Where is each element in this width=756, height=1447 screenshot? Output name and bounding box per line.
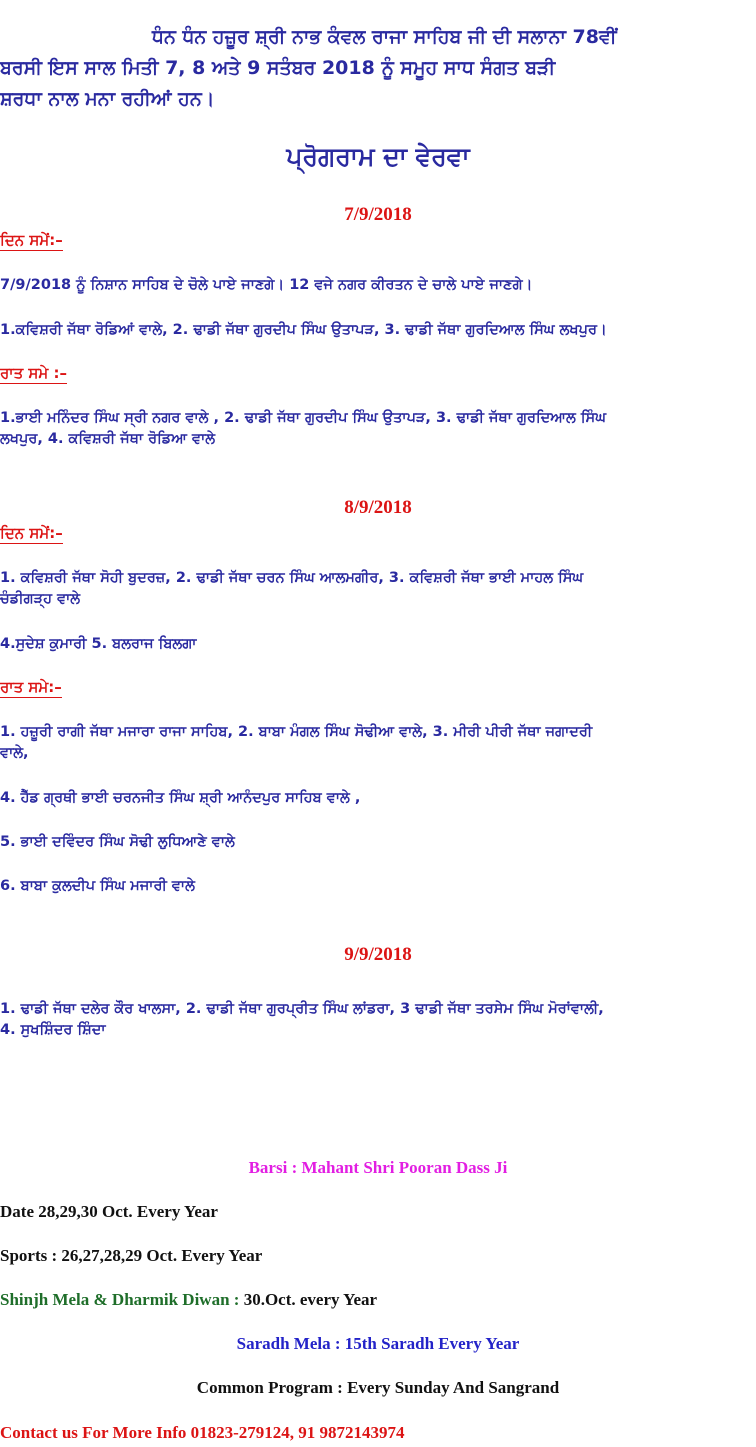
day2-night-item-3: 5. ਭਾਈ ਦਵਿੰਦਰ ਸਿੰਘ ਸੋਢੀ ਲੁਧਿਆਣੇ ਵਾਲੇ — [0, 834, 235, 850]
day1-day-label: ਦਿਨ ਸਮੇਂ:– — [0, 231, 63, 249]
day2-day-items-extra: 4.ਸੁਦੇਸ਼ ਕੁਮਾਰੀ 5. ਬਲਰਾਜ ਬਿਲਗਾ — [0, 636, 197, 652]
day3-items: 1. ਢਾਡੀ ਜੱਥਾ ਦਲੇਰ ਕੌਰ ਖਾਲਸਾ, 2. ਢਾਡੀ ਜੱਥਾ ਗੁਰਪ੍ਰੀਤ ਸਿੰਘ ਲਾਂਡਰਾ, 3 ਢਾਡੀ ਜੱਥਾ ਤਰਸੇਮ ਸਿੰਘ ਮੋਰਾਂਵਾਲੀ, 4. ਸੁਖਸ਼ਿੰਦਰ ਸ਼ਿੰਦਾ — [0, 1001, 604, 1038]
intro-line-3: ਸ਼ਰਧਾ ਨਾਲ ਮਨਾ ਰਹੀਆਂ ਹਨ। — [0, 88, 215, 110]
day2-night-item-4: 6. ਬਾਬਾ ਕੁਲਦੀਪ ਸਿੰਘ ਮਜਾਰੀ ਵਾਲੇ — [0, 878, 195, 894]
day2-night-item-1: 1. ਹਜ਼ੂਰੀ ਰਾਗੀ ਜੱਥਾ ਮਜਾਰਾ ਰਾਜਾ ਸਾਹਿਬ, 2. ਬਾਬਾ ਮੰਗਲ ਸਿੰਘ ਸੋਢੀਆ ਵਾਲੇ, 3. ਮੀਰੀ ਪੀਰੀ ਜੱਥਾ ਜਗਾਦਰੀ ਵਾਲੇ, — [0, 724, 593, 761]
day2-night-label: ਰਾਤ ਸਮੇ:– — [0, 678, 62, 696]
sports-line: Sports : 26,27,28,29 Oct. Every Year — [0, 1246, 263, 1265]
program-title: ਪ੍ਰੋਗਰਾਮ ਦਾ ਵੇਰਵਾ — [286, 142, 470, 171]
day2-date: 8/9/2018 — [344, 497, 412, 518]
day1-day-items: 1.ਕਵਿਸ਼ਰੀ ਜੱਥਾ ਰੋਡਿਆਂ ਵਾਲੇ, 2. ਢਾਡੀ ਜੱਥਾ ਗੁਰਦੀਪ ਸਿੰਘ ਉਤਾਪੜ, 3. ਢਾਡੀ ਜੱਥਾ ਗੁਰਦਿਆਲ ਸਿੰਘ ਲਖਪੁਰ। — [0, 322, 607, 338]
intro-line-2: ਬਰਸੀ ਇਸ ਸਾਲ ਮਿਤੀ 7, 8 ਅਤੇ 9 ਸਤੰਬਰ 2018 ਨੂੰ ਸਮੂਹ ਸਾਧ ਸੰਗਤ ਬੜੀ — [0, 57, 556, 79]
shinjh-mela-line — [0, 1290, 756, 1310]
intro-paragraph — [0, 22, 756, 115]
barsi-line: Barsi : Mahant Shri Pooran Dass Ji — [248, 1158, 508, 1177]
common-program-line: Common Program : Every Sunday And Sangrand — [196, 1378, 560, 1397]
intro-line-1: ਧੰਨ ਧੰਨ ਹਜ਼ੂਰ ਸ਼੍ਰੀ ਨਾਭ ਕੰਵਲ ਰਾਜਾ ਸਾਹਿਬ ਜੀ ਦੀ ਸਲਾਨਾ 78ਵੀਂ — [152, 26, 617, 48]
date-line: Date 28,29,30 Oct. Every Year — [0, 1202, 218, 1221]
day1-note: 7/9/2018 ਨੂੰ ਨਿਸ਼ਾਨ ਸਾਹਿਬ ਦੇ ਚੋਲੇ ਪਾਏ ਜਾਣਗੇ। 12 ਵਜੇ ਨਗਰ ਕੀਰਤਨ ਦੇ ਚਾਲੇ ਪਾਏ ਜਾਣਗੇ। — [0, 277, 533, 293]
day1-date: 7/9/2018 — [344, 204, 412, 225]
day2-night-item-2: 4. ਹੈੱਡ ਗ੍ਰਥੀ ਭਾਈ ਚਰਨਜੀਤ ਸਿੰਘ ਸ਼੍ਰੀ ਆਨੰਦਪੁਰ ਸਾਹਿਬ ਵਾਲੇ , — [0, 790, 361, 806]
shinjh-mela-label: Shinjh Mela & Dharmik Diwan : — [0, 1290, 240, 1309]
day3-date: 9/9/2018 — [344, 944, 412, 965]
contact-line: Contact us For More Info 01823-279124, 91 9872143974 — [0, 1423, 405, 1442]
shinjh-mela-value: 30.Oct. every Year — [239, 1290, 378, 1309]
day2-day-label: ਦਿਨ ਸਮੇਂ:– — [0, 524, 63, 542]
day2-day-items: 1. ਕਵਿਸ਼ਰੀ ਜੱਥਾ ਸੋਹੀ ਬੁਦਰਜ਼, 2. ਢਾਡੀ ਜੱਥਾ ਚਰਨ ਸਿੰਘ ਆਲਮਗੀਰ, 3. ਕਵਿਸ਼ਰੀ ਜੱਥਾ ਭਾਈ ਮਾਹਲ ਸਿੰਘ ਚੰਡੀਗੜ੍ਹ ਵਾਲੇ — [0, 570, 584, 607]
day1-night-label: ਰਾਤ ਸਮੇ :– — [0, 364, 67, 382]
saradh-mela-line: Saradh Mela : 15th Saradh Every Year — [236, 1334, 520, 1353]
day1-night-items: 1.ਭਾਈ ਮਨਿੰਦਰ ਸਿੰਘ ਸ੍ਰੀ ਨਗਰ ਵਾਲੇ , 2. ਢਾਡੀ ਜੱਥਾ ਗੁਰਦੀਪ ਸਿੰਘ ਉਤਾਪੜ, 3. ਢਾਡੀ ਜੱਥਾ ਗੁਰਦਿਆਲ ਸਿੰਘ ਲਖਪੁਰ, 4. ਕਵਿਸ਼ਰੀ ਜੱਥਾ ਰੋਡਿਆ ਵਾਲੇ — [0, 410, 606, 447]
